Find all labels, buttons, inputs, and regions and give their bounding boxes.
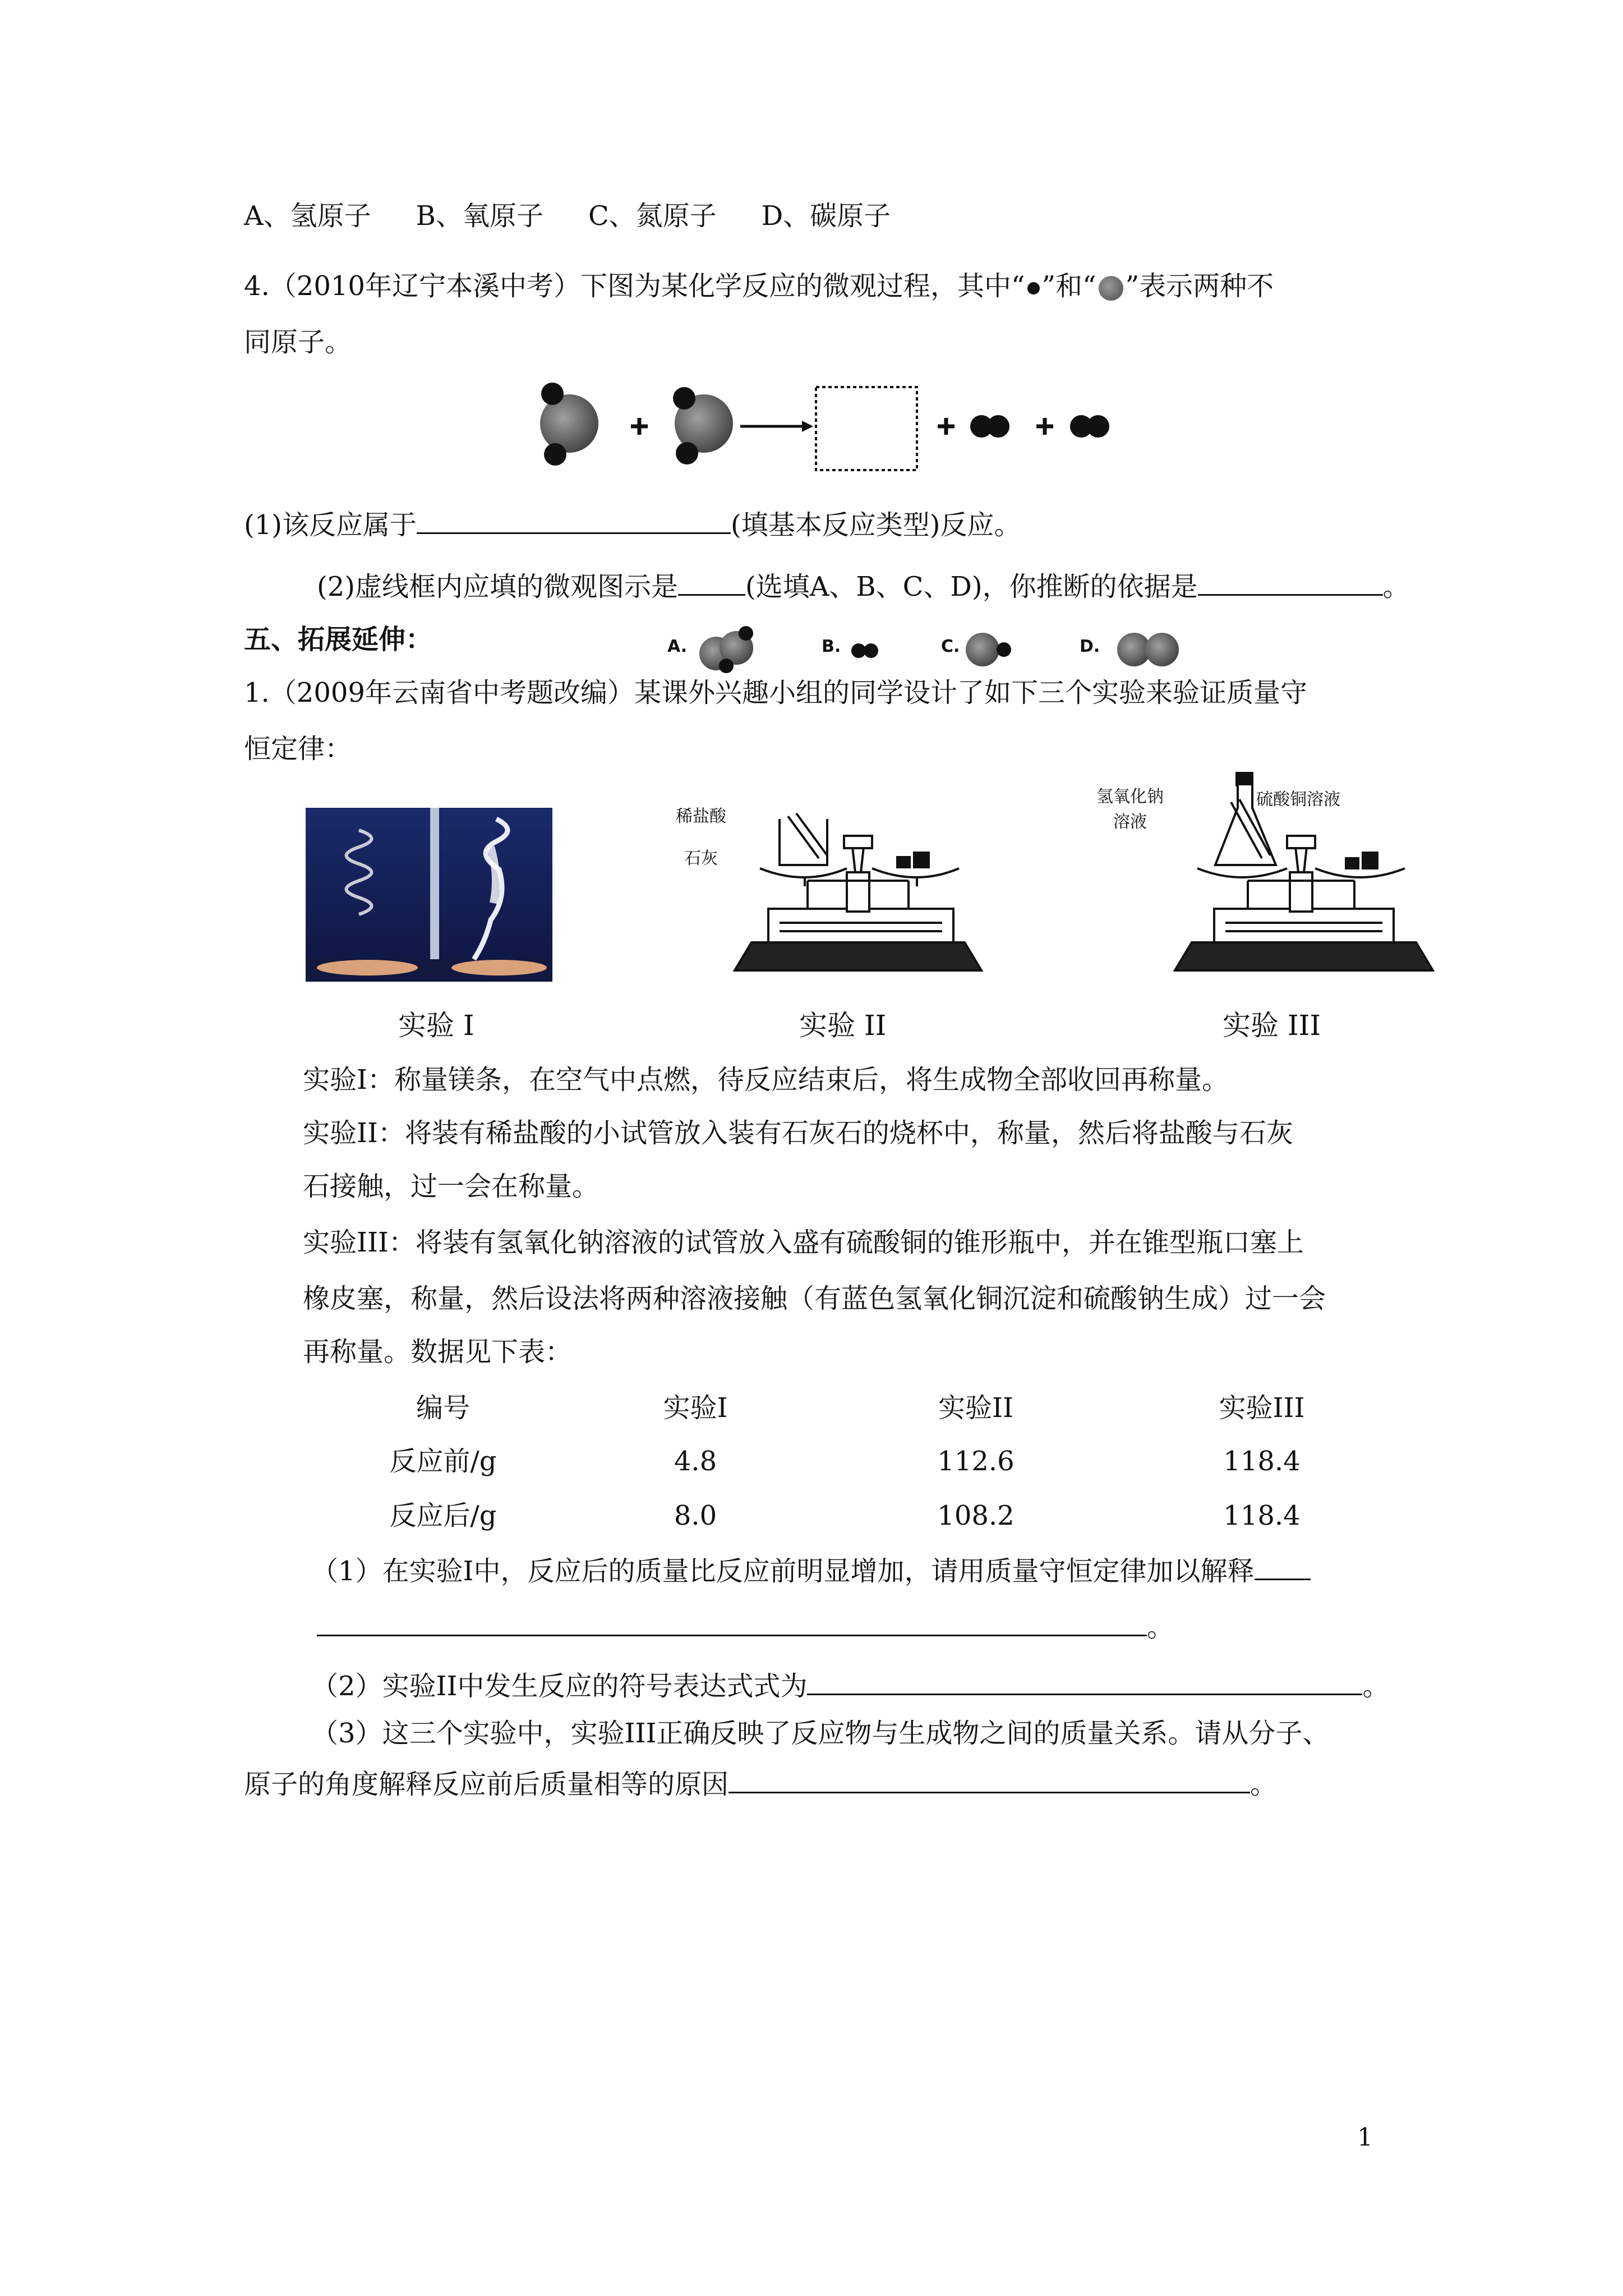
question-1-line2: 。 (317, 1610, 1174, 1644)
table-header: 实验Ⅰ (663, 1392, 728, 1424)
table-cell: 反应后/g (389, 1500, 497, 1531)
experiment-1-description: 实验Ⅰ：称量镁条，在空气中点燃，待反应结束后，将生成物全部收回再称量。 (303, 1064, 1229, 1096)
experiment-1-photo (306, 808, 552, 982)
option-b: B、氧原子 (416, 200, 543, 232)
label-naoh-2: 溶液 (1113, 812, 1147, 832)
table-cell: 反应前/g (389, 1446, 497, 1477)
answer-blank-reason[interactable] (1198, 569, 1383, 596)
answer-blank-q2[interactable] (807, 1669, 1362, 1695)
q3-options-line (244, 199, 891, 233)
table-cell: 4.8 (674, 1446, 717, 1477)
plus-sign-1 (631, 418, 648, 435)
answer-blank-q3[interactable] (728, 1767, 1250, 1793)
molecule-2-icon (673, 387, 733, 464)
table-cell: 118.4 (1223, 1446, 1301, 1477)
caption-experiment-2: 实验 II (799, 1009, 887, 1042)
option-c-molecule-icon (966, 628, 1016, 673)
table-header: 编号 (416, 1392, 470, 1424)
table-cell: 118.4 (1223, 1500, 1301, 1531)
experiment-3-description-line2: 橡皮塞，称量，然后设法将两种溶液接触（有蓝色氢氧化铜沉淀和硫酸钠生成）过一会 (303, 1283, 1326, 1314)
label-dilute-hcl: 稀盐酸 (676, 807, 726, 826)
reaction-arrow (740, 421, 813, 432)
experiment-2-balance (723, 802, 993, 987)
option-d: D、碳原子 (761, 200, 891, 232)
answer-blank-reaction-type[interactable] (417, 508, 731, 534)
option-b-molecule-icon (850, 639, 883, 662)
section-heading: 五、拓展延伸： (244, 624, 433, 655)
experiment-2-description-line1: 实验II：将装有稀盐酸的小试管放入装有石灰石的烧杯中，称量，然后将盐酸与石灰 (303, 1117, 1293, 1149)
option-d-molecule-icon (1116, 628, 1183, 673)
answer-blank-q1a[interactable] (1255, 1554, 1311, 1580)
option-label-b: B. (822, 637, 841, 656)
option-label-a: A. (667, 637, 688, 656)
answer-blank-choice[interactable] (678, 569, 745, 596)
page-number: 1 (1357, 2123, 1373, 2152)
q4-part2: (2)虚线框内应填的微观图示是 (选填A、B、C、D)，你推断的依据是 。 (317, 569, 1410, 604)
question-2: （2）实验II中发生反应的符号表达式式为 。 (311, 1669, 1389, 1703)
q4-part1: (1)该反应属于 (填基本反应类型)反应。 (244, 508, 1021, 542)
caption-experiment-1: 实验 I (398, 1009, 474, 1042)
experiment-3-description-line3: 再称量。数据见下表： (303, 1336, 573, 1368)
question-1-line1: （1）在实验Ⅰ中，反应后的质量比反应前明显增加，请用质量守恒定律加以解释 (311, 1554, 1311, 1588)
option-c: C、氮原子 (588, 200, 717, 232)
table-header: 实验II (938, 1392, 1013, 1424)
table-cell: 112.6 (937, 1446, 1015, 1477)
experiment-3-description-line1: 实验III：将装有氢氧化钠溶液的试管放入盛有硫酸铜的锥形瓶中，并在锥型瓶口塞上 (303, 1227, 1304, 1258)
table-cell: 8.0 (674, 1500, 717, 1531)
s5-q1-line2: 恒定律： (244, 733, 352, 765)
option-label-d: D. (1080, 637, 1100, 656)
diatomic-molecule-1-icon (970, 415, 1009, 438)
option-a-molecule-icon (693, 625, 760, 676)
reaction-diagram (533, 381, 1161, 477)
q4-line1: 4.（2010年辽宁本溪中考）下图为某化学反应的微观过程，其中“ ”和“ ”表示两种不 (244, 270, 1274, 302)
diatomic-molecule-2-icon (1070, 415, 1109, 438)
molecule-1-icon (540, 383, 598, 466)
s5-q1-line1: 1.（2009年云南省中考题改编）某课外兴趣小组的同学设计了如下三个实验来验证质量守 (244, 677, 1307, 708)
table-cell: 108.2 (937, 1500, 1015, 1531)
large-atom-icon (1099, 276, 1123, 301)
option-a: A、氢原子 (244, 200, 371, 232)
answer-blank-q1b[interactable] (317, 1610, 1147, 1636)
caption-experiment-3: 实验 III (1223, 1009, 1321, 1042)
experiment-2-description-line2: 石接触，过一会在称量。 (303, 1171, 600, 1202)
label-naoh-1: 氢氧化钠 (1096, 787, 1164, 807)
q4-line2: 同原子。 (244, 326, 352, 358)
small-atom-icon (1027, 282, 1040, 295)
option-label-c: C. (941, 637, 960, 656)
label-cuso4: 硫酸铜溶液 (1256, 790, 1340, 809)
question-3-line1: （3）这三个实验中，实验III正确反映了反应物与生成物之间的质量关系。请从分子、 (311, 1718, 1330, 1749)
plus-sign-3 (1036, 418, 1053, 435)
question-3-line2: 原子的角度解释反应前后质量相等的原因 。 (244, 1767, 1277, 1801)
table-header: 实验III (1219, 1392, 1305, 1424)
label-limestone: 石灰 (684, 849, 718, 868)
plus-sign-2 (938, 418, 955, 435)
dashed-answer-box (816, 387, 917, 470)
